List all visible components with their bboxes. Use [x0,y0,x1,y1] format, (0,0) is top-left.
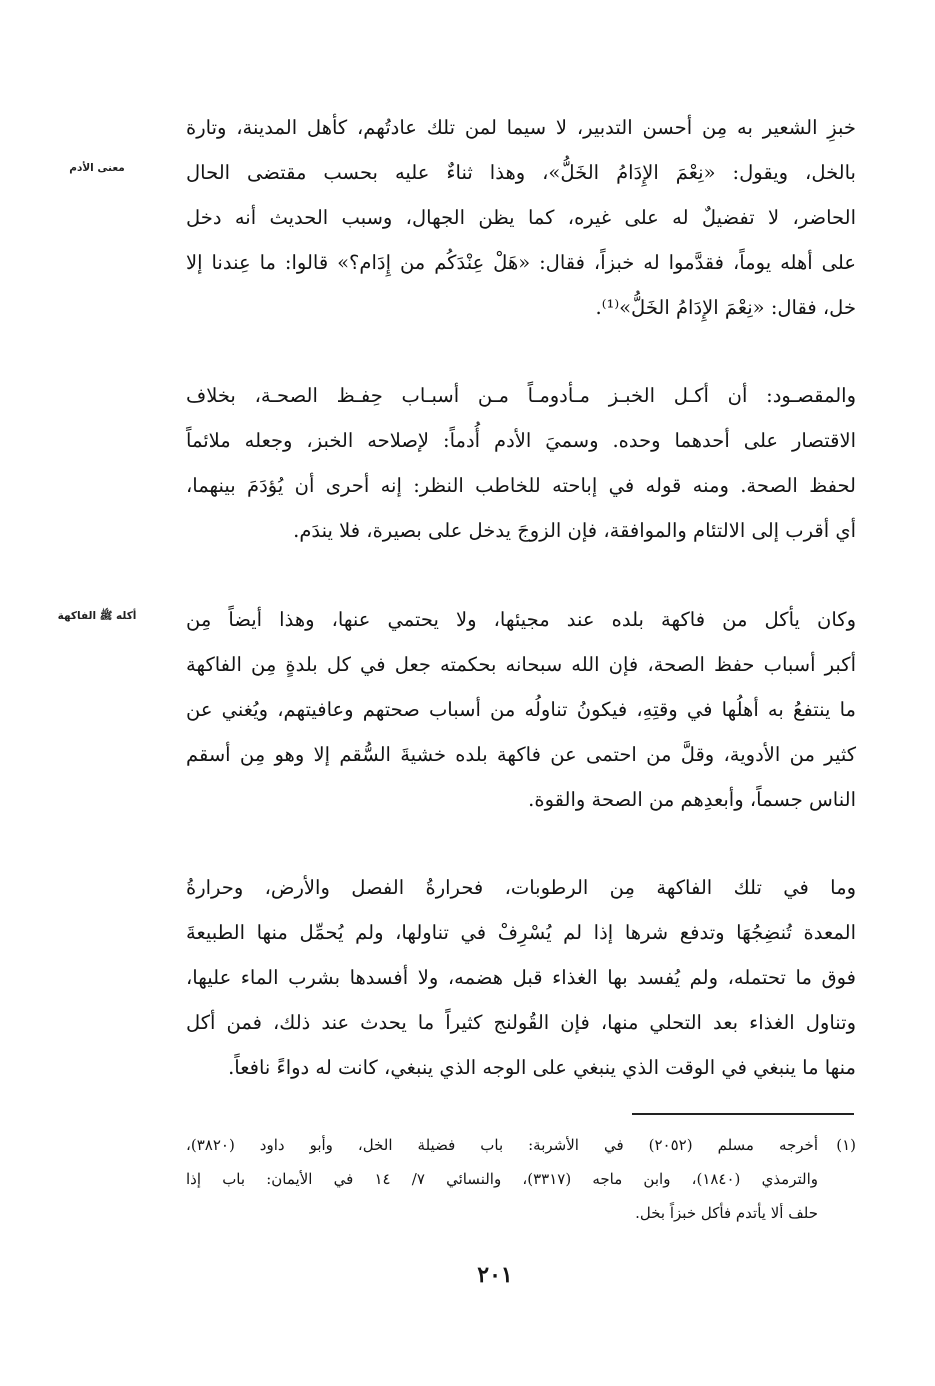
text-line: لحفظ الصحة. ومنه قوله في إباحته للخاطب النظر: إنه أحرى أن يُؤدَمَ بينهما، [186,474,856,497]
paragraph-2 [186,373,856,553]
text-line: ما ينتفعُ به أهلُها في وقتِهِ، فيكونُ تناولُه من أسباب صحتهم وعافيتهم، ويُغني عن [186,698,856,721]
text-line: كثير من الأدوية، وقلَّ من احتمى عن فاكهة بلده خشيةَ السُّقم إلا وهو مِن أسقم [186,743,856,766]
footnote-line [186,1128,856,1162]
text-line: المعدة تُنضِجُهَا وتدفع شرها إذا لم يُسْرِفْ في تناولها، ولم يُحمِّل منها الطبيعةَ [186,921,856,944]
text-line: أي أقرب إلى الالتئام والموافقة، فإن الزوجَ يدخل على بصيرة، فلا يندَم. [293,519,856,542]
margin-note-meaning-of-condiment: معنى الأدم [69,162,125,174]
paragraph-3 [186,597,856,822]
text-line: وما في تلك الفاكهة مِن الرطوبات، فحرارةُ الفصل والأرض، وحرارةُ [186,876,856,899]
text-line: فوق ما تحتمله، ولم يُفسد بها الغذاء قبل هضمه، ولا أفسدها بشرب الماء عليها، [186,966,856,989]
footnote-separator [632,1113,854,1115]
footnote-number: (١) [836,1136,856,1154]
text-line: وكان يأكل من فاكهة بلده عند مجيئها، ولا يحتمي عنها، وهذا أيضاً مِن [186,608,856,631]
text-line: وتناول الغذاء بعد التحلي منها، فإن القُولنج كثيراً ما يحدث عند ذلك، فمن أكل [186,1011,856,1034]
text-line: الناس جسماً، وأبعدِهم من الصحة والقوة. [528,788,856,811]
text-line: بالخل، ويقول: «نِعْمَ الإِدَامُ الخَلُّ»، وهذا ثناءٌ عليه بحسب مقتضى الحال [186,161,856,184]
text-line: على أهله يوماً، فقدَّموا له خبزاً، فقال: «هَلْ عِنْدَكُم من إِدَام؟» قالوا: ما عِندنا إلا [186,251,856,274]
paragraph-4 [186,865,856,1090]
margin-note-eating-fruit: أكله ﷺ الفاكهة [57,610,137,622]
page-number: ٢٠١ [477,1262,513,1288]
footnote-line: والترمذي (١٨٤٠)، وابن ماجه (٣٣١٧)، والنسائي ٧/ ١٤ في الأيمان: باب إذا [186,1170,819,1188]
footnote [186,1128,856,1230]
text-line: الاقتصار على أحدهما وحده. وسميَ الأدم أُدماً: لإصلاحه الخبز، وجعله ملائماً [186,429,856,452]
text-line: منها ما ينبغي في الوقت الذي ينبغي على الوجه الذي ينبغي، كانت له دواءً نافعاً. [228,1056,856,1079]
text-line: خل، فقال: «نِعْمَ الإِدَامُ الخَلُّ»⁽¹⁾. [595,296,856,319]
footnote-text: أخرجه مسلم (٢٠٥٢) في الأشربة: باب فضيلة الخل، وأبو داود (٣٨٢٠)، [186,1136,818,1154]
text-line: خبزِ الشعير به مِن أحسن التدبير، لا سيما لمن تلك عادتُهم، كأهل المدينة، وتارة [186,116,856,139]
text-line: الحاضر، لا تفضيلٌ له على غيره، كما يظن الجهال، وسبب الحديث أنه دخل [186,206,856,229]
text-line: أكبر أسباب حفظ الصحة، فإن الله سبحانه بحكمته جعل في كل بلدةٍ مِن الفاكهة [186,653,856,676]
text-line: والمقصـود: أن أكـل الخبـز مـأدومـاً مـن أسبـاب حِفـظ الصحـة، بخلاف [186,384,856,407]
footnote-line: حلف ألا يأتدم فأكل خبزاً بخل. [635,1204,818,1222]
paragraph-1 [186,105,856,330]
